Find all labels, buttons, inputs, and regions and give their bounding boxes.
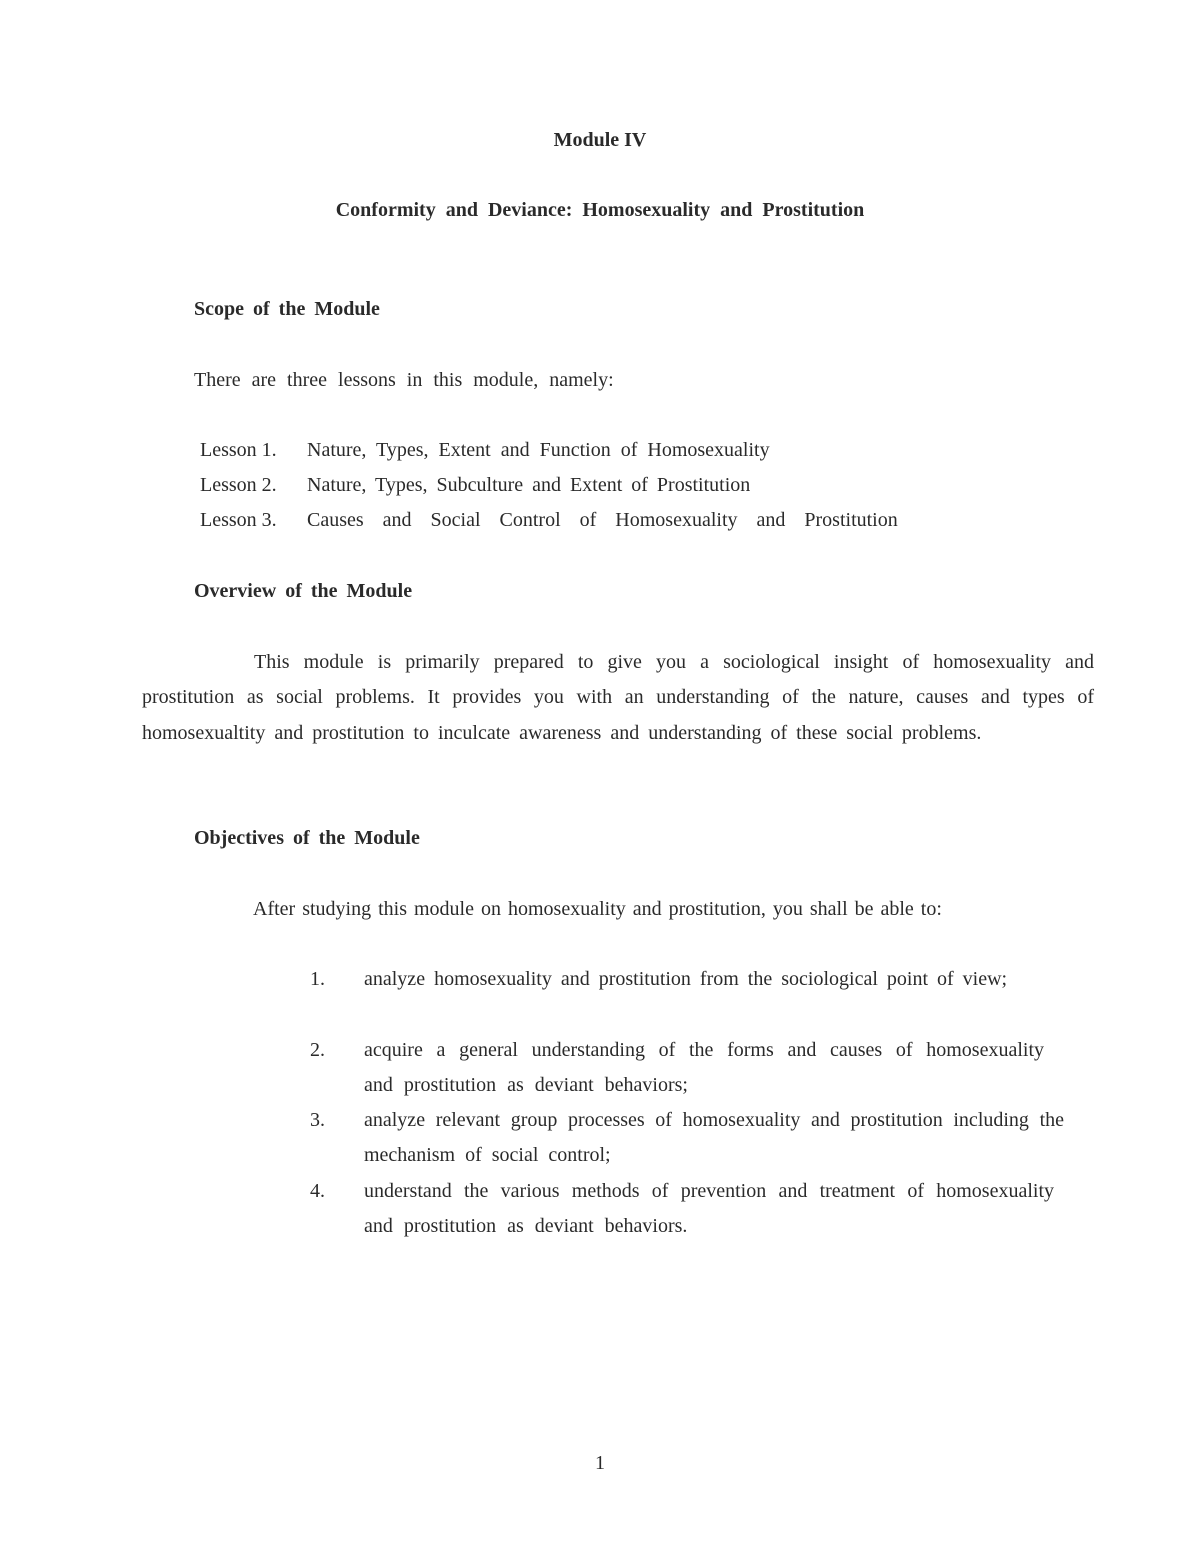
objectives-intro: After studying this module on homosexuality and prostitution, you shall be able to: [253, 898, 942, 920]
lesson-label: Lesson 3. [200, 509, 277, 531]
module-label: Module IV [553, 129, 647, 151]
objective-item [310, 1103, 1094, 1174]
lesson-label: Lesson 1. [200, 439, 277, 461]
objective-item [310, 962, 1094, 1033]
lesson-label: Lesson 2. [200, 474, 277, 496]
scope-intro: There are three lessons in this module, namely: [194, 369, 614, 391]
scope-heading: Scope of the Module [194, 298, 380, 320]
overview-paragraph: This module is primarily prepared to give you a sociological insight of homosexuality and prostitution as social problems. It provides you with an understanding of the nature, causes and types of homosexualtity and prostitution to inculcate awareness and understanding of these social problems. [142, 651, 1094, 744]
objective-text: analyze relevant group processes of homosexuality and prostitution including the mechanism of social control; [364, 1109, 1064, 1167]
objective-text: understand the various methods of prevention and treatment of homosexuality and prostitution as deviant behaviors. [364, 1180, 1054, 1238]
objective-number: 4. [310, 1180, 325, 1202]
page-number: 1 [595, 1452, 605, 1474]
module-title: Conformity and Deviance: Homosexuality and Prostitution [335, 199, 865, 221]
objective-text: analyze homosexuality and prostitution from the sociological point of view; [364, 968, 1008, 990]
objective-number: 3. [310, 1109, 325, 1131]
objective-number: 1. [310, 968, 325, 990]
objective-text: acquire a general understanding of the forms and causes of homosexuality and prostitution as deviant behaviors; [364, 1039, 1044, 1097]
lesson-title: Causes and Social Control of Homosexuality and Prostitution [307, 509, 898, 531]
objectives-heading: Objectives of the Module [194, 827, 420, 849]
lesson-title: Nature, Types, Subculture and Extent of Prostitution [307, 474, 751, 496]
objective-item [310, 1174, 1094, 1245]
objective-number: 2. [310, 1039, 325, 1061]
objective-item [310, 1033, 1094, 1104]
lesson-title: Nature, Types, Extent and Function of Homosexuality [307, 439, 770, 461]
overview-heading: Overview of the Module [194, 580, 413, 602]
